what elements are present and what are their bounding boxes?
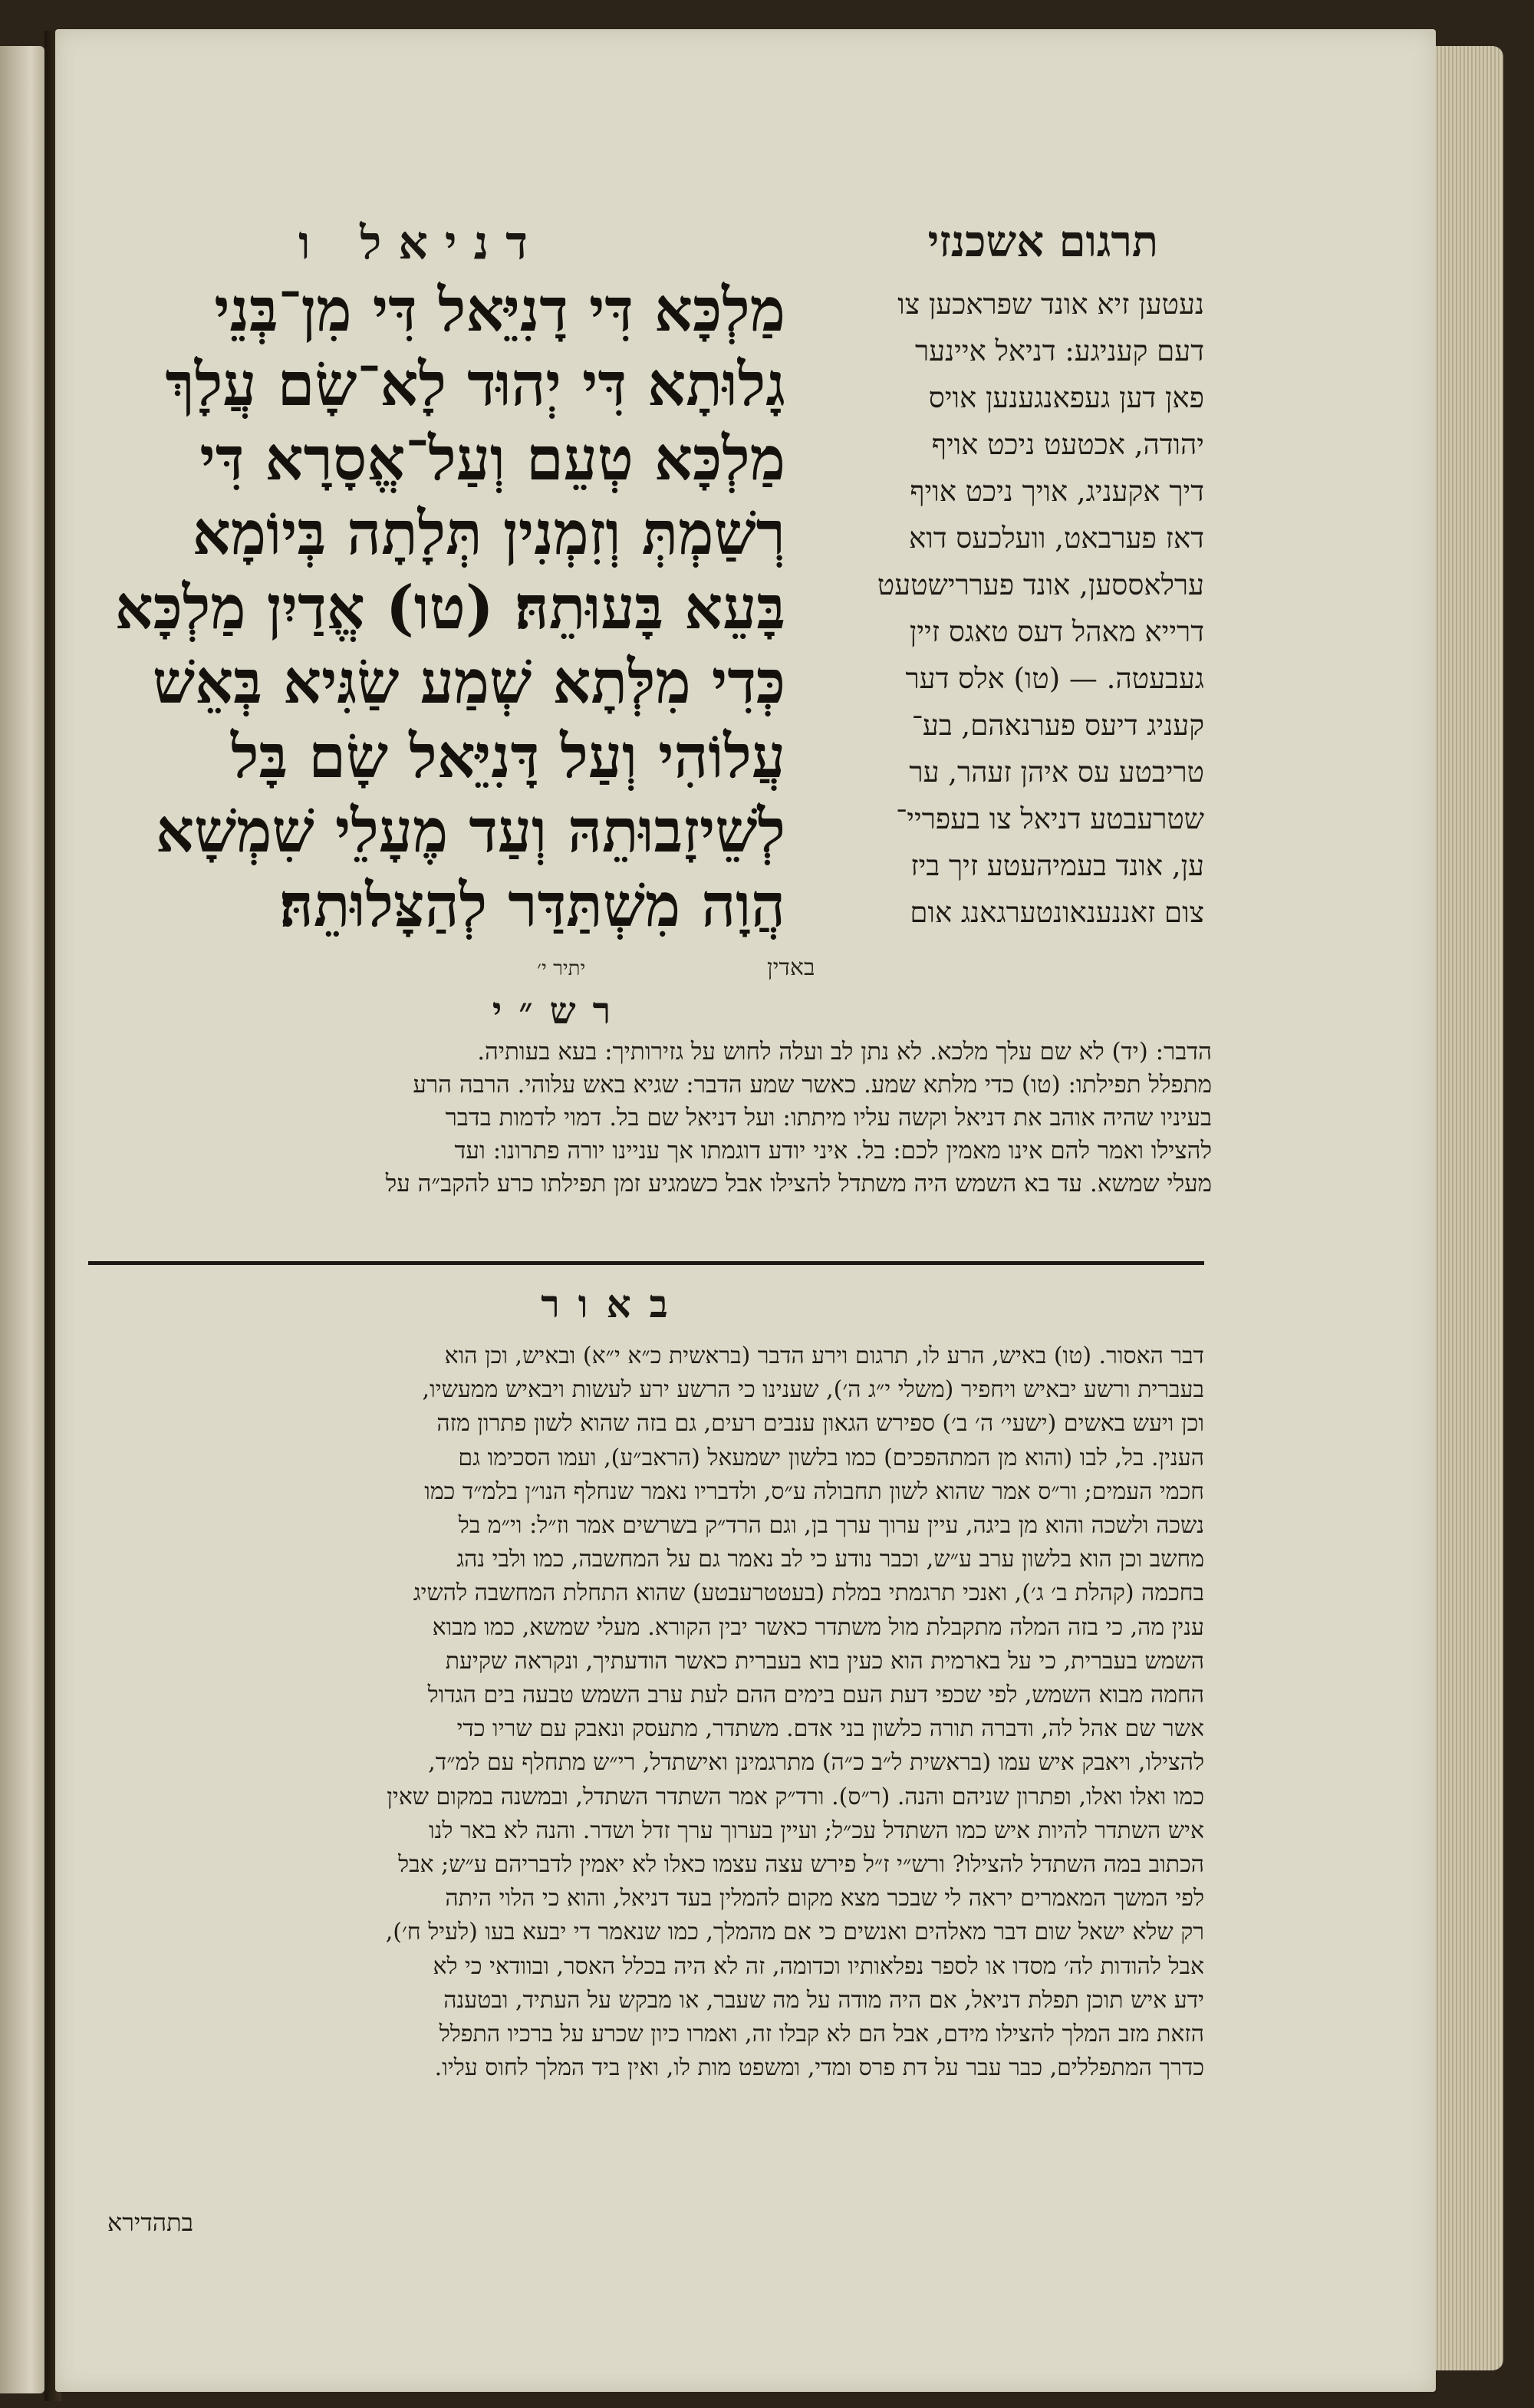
- beur-line: הענין. בל, לבו (והוא מן המתהפכים) כמו בלשון ישמעאל (הראב״ע), ועמו הסכימו גם: [458, 1444, 1204, 1471]
- beur-line: מחשב וכן הוא בלשון ערב ע״ש, וכבר נודע כי לב נאמר גם על המחשבה, כמו ולבי נהג: [456, 1546, 1204, 1573]
- targum-line: דעם קעניגע: דניאל איינער: [915, 334, 1204, 367]
- targum-header: תרגום אשכנזי: [927, 216, 1158, 267]
- targum-line: געבעטה. — (טו) אלס דער: [905, 662, 1204, 695]
- book-header: דניאל ו: [298, 216, 545, 270]
- beur-line: וכן ויעש באשים (ישעי׳ ה׳ ב׳) ספירש הגאון ענבים רעים, גם בזה שהוא לשון פתרון מזה: [436, 1410, 1204, 1438]
- rashi-line: מתפלל תפילתו: (טו) כדי מלתא שמע. כאשר שמע הדבר: שגיא באש עלוהי. הרבה הרע: [413, 1071, 1212, 1099]
- targum-line: דרייא מאהל דעס טאגס זיין: [909, 615, 1204, 648]
- section-divider: [88, 1261, 1204, 1265]
- aramaic-line: כְּדִי מִלְּתָא שְׁמַע שַׂגִּיא בְּאֵשׁ: [152, 647, 785, 717]
- beur-line: בחכמה (קהלת ב׳ ג׳), ואנכי תרגמתי במלת (בעטטרעבטע) שהוא התחלת המחשבה להשיג: [413, 1580, 1204, 1607]
- aramaic-line: מַלְכָּא דִּי דָנִיֵּאל דִּי מִן־בְּנֵי: [214, 275, 785, 345]
- beur-line: חכמי העמים; ור״ס אמר שהוא לשון תחבולה ע״ס, ולדבריו נאמר שנחלף הנו״ן בלמ״ד כמו: [424, 1477, 1204, 1505]
- beur-line: הזאת מזב המלך להצילו מידם, אבל הם לא קבלו זה, ואמרו כיון שכרע על ברכיו התפלל: [439, 2021, 1204, 2048]
- targum-line: פאן דען געפאנגענען אויס: [928, 381, 1204, 414]
- targum-line: ערלאססען, אונד פעררישטעט: [877, 568, 1204, 601]
- aramaic-line: עֲלוֹהִי וְעַל דָּנִיֵּאל שָׂם בָּל: [231, 722, 785, 792]
- targum-line: צום זאננענאונטערגאנג אום: [910, 896, 1204, 929]
- aramaic-line: מַלְכָּא טְעֵם וְעַל־אֱסָרָא דִּי: [199, 424, 785, 494]
- rashi-line: בעיניו שהיה אוהב את דניאל וקשה עליו מיתתו: ועל דניאל שם בל. דמוי לדמות בדבר: [445, 1104, 1212, 1132]
- beur-line: כמו ואלו ואלו, ופתרון שניהם והנה. (ר״ס). ורד״ק אמר השתדר השתדל, ובמשנה במקום שאין: [387, 1783, 1204, 1810]
- beur-line: בעברית ורשע יבאיש ויחפיר (משלי י״ג ה׳), שענינו כי הרשע ירע לעשות ויבאיש ממעשיו,: [422, 1376, 1204, 1404]
- textual-note-yatir: יתיר י׳: [537, 957, 586, 980]
- rashi-line: הדבר: (יד) לא שם עלך מלכא. לא נתן לב ועלה לחוש על גזירותיך: בעא בעותיה.: [477, 1038, 1212, 1066]
- rashi-line: להצילו ואמר להם אינו מאמין לכם: בל. איני יודע דוגמתו אך עניינו יורה פתרונו: ועד: [454, 1137, 1212, 1164]
- beur-heading: באור: [541, 1281, 686, 1326]
- beur-line: השמש בעברית, כי על בארמית הוא כעין בוא בעברית כאשר הודעתיך, ונקראה שקיעת: [445, 1647, 1204, 1675]
- beur-line: ידע איש תוכן תפלת דניאל, אם היה מודה על מה שעבר, או מבקש על העתיד, ובטענה: [443, 1986, 1204, 2014]
- rashi-commentary: [77, 1036, 1212, 1201]
- rashi-heading: רש״י: [492, 990, 628, 1033]
- page-catchword: בתהדירא: [107, 2208, 194, 2237]
- beur-line: איש השתדר להיות איש כמו השתדל עכ״ל; ועיין בערוך ערך זדל ושדר. והנה לא באר לנו: [428, 1817, 1204, 1844]
- targum-line: דיך אקעניג, אויך ניכט אויף: [910, 475, 1204, 508]
- targum-line: טריבטע עס איהן זעהר, ער: [909, 756, 1204, 789]
- aramaic-line: רְשַׁמְתְּ וְזִמְנִין תְּלָתָה בְּיוֹמָא: [192, 499, 785, 568]
- beur-line: לפי המשך המאמרים יראה לי שבכר מצא מקום להמלין בעד דניאל, והוא כי הלוי היתה: [445, 1885, 1204, 1912]
- aramaic-line: בָּעֵא בָּעוּתֵהּ׃ (טו) אֱדַיִן מַלְכָּא: [114, 573, 785, 643]
- previous-page-edge: [0, 46, 44, 2393]
- beur-line: החמה מבוא השמש, לפי שכפי דעת העם בימים ההם לעת ערב השמש טבעה בים הגדול: [427, 1682, 1204, 1709]
- beur-commentary: [100, 1339, 1204, 2085]
- beur-line: כדרך המתפללים, כבר עבר על דת פרס ומדי, ומשפט מות לו, ואין ביד המלך לחוס עליו.: [434, 2054, 1204, 2082]
- beur-line: נשכה ולשכה והוא מן ביגה, עיין ערוך ערך בן, וגם הרד״ק בשרשים אמר וז״ל: וי״מ בל: [458, 1512, 1204, 1540]
- aramaic-line: הֲוָה מִשְׁתַּדַּר לְהַצָּלוּתֵהּ׃: [279, 871, 785, 940]
- beur-line: דבר האסור. (טו) באיש, הרע לו, תרגום וירע הדבר (בראשית כ״א י״א) ובאיש, וכן הוא: [444, 1342, 1204, 1369]
- beur-line: אבל להודות לה׳ מסדו או לספר נפלאותיו וכדומה, זה לא היה בכלל האסר, ובוודאי כי לא: [433, 1952, 1204, 1980]
- beur-line: להצילו, ויאבק איש עמו (בראשית ל״ב כ״ה) מתרגמינן ואישתדל, רי״ש מתחלף עם למ״ד,: [428, 1749, 1204, 1777]
- beur-line: ענין מה, כי בזה המלה מתקבלת מול משתדר כאשר יבין הקורא. מעלי שמשא, כמו מבוא: [432, 1613, 1204, 1641]
- aramaic-line: לְשֵׁיזָבוּתֵהּ וְעַד מֶעָלֵי שִׁמְשָׁא: [155, 796, 785, 866]
- targum-line: נעטען זיא אונד שפראכען צו: [897, 288, 1204, 321]
- targum-line: שטרעבטע דניאל צו בעפריי־: [896, 802, 1204, 835]
- beur-line: רק שלא ישאל שום דבר מאלהים ואנשים כי אם מהמלך, כמו שנאמר די יבעא בעו (לעיל ח׳),: [385, 1919, 1204, 1946]
- targum-column: [798, 281, 1204, 936]
- targum-line: דאז פערבאט, וועלכעס דוא: [909, 522, 1204, 555]
- aramaic-line: גָלוּתָא דִּי יְהוּד לָא־שָׂם עֲלָךְ: [165, 350, 785, 420]
- rashi-line: מעלי שמשא. עד בא השמש היה משתדל להצילו אבל כשמגיע זמן תפילתו כרע להקב״ה על: [385, 1170, 1212, 1197]
- beur-line: הכתוב במה השתדל להצילו? ורש״י ז״ל פירש עצה עצמו כאלו לא יאמין לדבריהם ע״ש; אבל: [398, 1851, 1204, 1879]
- aramaic-text-column: [64, 273, 785, 943]
- targum-line: ען, אונד בעמיהעטע זיך ביז: [910, 849, 1204, 882]
- beur-line: אשר שם אהל לה, ודברה תורה כלשון בני אדם. משתדר, מתעסק ונאבק עם שריו כדי: [456, 1715, 1204, 1743]
- catchword-badrin: באדין: [767, 954, 815, 981]
- targum-line: קעניג דיעס פערנאהם, בע־: [911, 709, 1204, 742]
- targum-line: יהודה, אכטעט ניכט אויף: [931, 428, 1204, 461]
